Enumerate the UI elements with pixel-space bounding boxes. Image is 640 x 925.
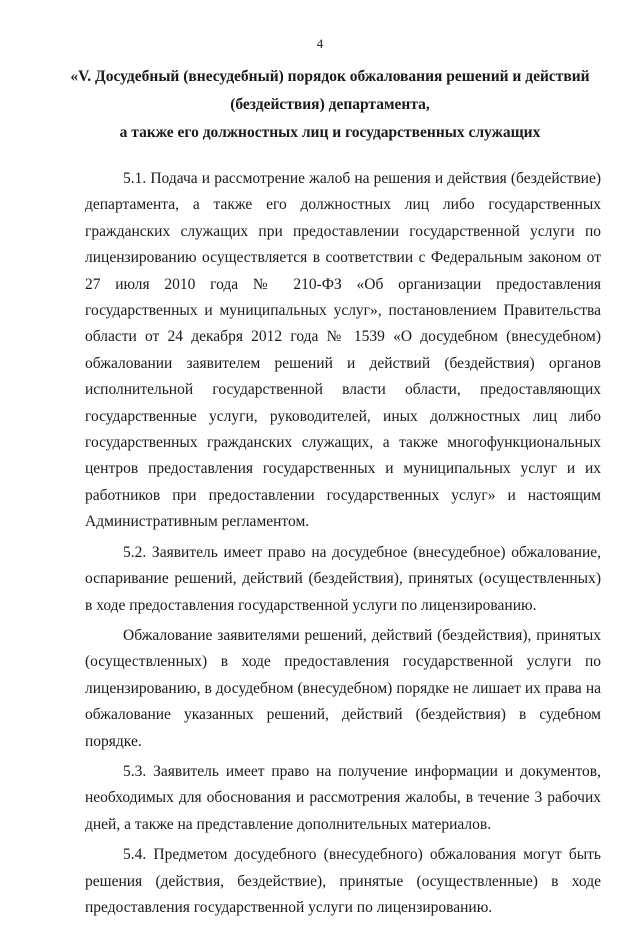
paragraph-5-1: 5.1. Подача и рассмотрение жалоб на решения и действия (бездействие) департамента, а также его должностных лиц либо государственных гражданских служащих при предоставлении государственной услуги по лицензированию осуществляется в соответствии с Федеральным законом от 27 июля 2010 года № 210-ФЗ «Об организации предоставления государственных и муниципальных услуг», постановлением Правительства области от 24 декабря 2012 года № 1539 «О досудебном (внесудебном) обжаловании заявителем решений и действий (бездействия) органов исполнительной государственной власти области, предоставляющих государственные услуги, руководителей, иных должностных лиц либо государственных гражданских служащих, а также многофункциональных центров предоставления государственных и муниципальных услуг и их работников при предоставлении государственных услуг» и настоящим Административным регламентом. bbox=[85, 170, 601, 531]
paragraph-5-2-continuation: Обжалование заявителями решений, действий (бездействия), принятых (осуществленных) в ходе предоставления государственной услуги по лицензированию, в досудебном (внесудебном) порядке не лишает их права на обжалование указанных решений, действий (бездействия) в судебном порядке. bbox=[85, 626, 601, 750]
paragraph-5-2: 5.2. Заявитель имеет право на досудебное (внесудебное) обжалование, оспаривание решений, действий (бездействия), принятых (осуществленных) в ходе предоставления государственной услуги по лицензированию. bbox=[85, 543, 601, 614]
section-heading-line-2: (бездействия) департамента, bbox=[230, 96, 430, 113]
section-heading-line-3: а также его должностных лиц и государственных служащих bbox=[119, 124, 541, 141]
paragraph-5-4: 5.4. Предметом досудебного (внесудебного) обжалования могут быть решения (действия, бездействие), принятые (осуществленные) в ходе предоставления государственной услуги по лицензированию. bbox=[85, 846, 601, 916]
section-heading-line-1: «V. Досудебный (внесудебный) порядок обжалования решений и действий bbox=[70, 68, 590, 85]
paragraph-5-3: 5.3. Заявитель имеет право на получение информации и документов, необходимых для обоснования и рассмотрения жалобы, в течение 3 рабочих дней, а также на представление дополнительных материалов. bbox=[85, 762, 601, 833]
section-heading bbox=[60, 63, 600, 147]
document-body bbox=[85, 166, 601, 925]
page-number: 4 bbox=[316, 36, 324, 51]
